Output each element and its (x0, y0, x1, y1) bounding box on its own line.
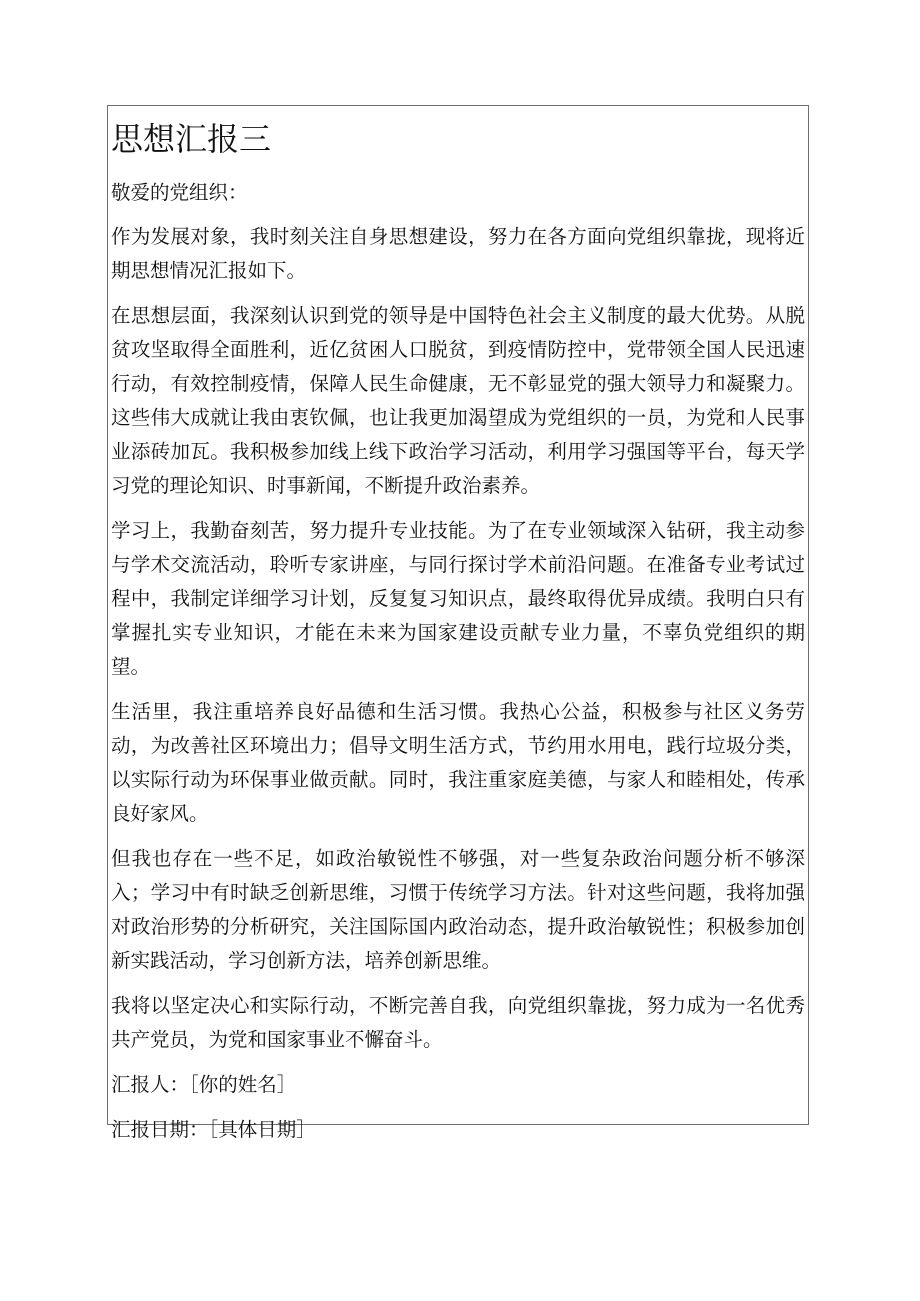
reporter-line: 汇报人：［你的姓名］ (111, 1073, 297, 1096)
paragraph-shortcomings: 但我也存在一些不足，如政治敏锐性不够强，对一些复杂政治问题分析不够深入；学习中有时缺乏创新思维，习惯于传统学习方法。针对这些问题，我将加强对政治形势的分析研究，关注国际国内政治动态，提升政治敏锐性；积极参加创新实践活动，学习创新方法，培养创新思维。 (111, 847, 805, 972)
document-frame (107, 105, 809, 1141)
document-title: 思想汇报三 (111, 120, 272, 158)
salutation: 敬爱的党组织： (111, 181, 248, 204)
paragraph-intro: 作为发展对象，我时刻关注自身思想建设，努力在各方面向党组织靠拢，现将近期思想情况汇报如下。 (111, 225, 805, 282)
report-date-line: 汇报日期：［具体日期］ (111, 1118, 316, 1141)
paragraph-study: 学习上，我勤奋刻苦，努力提升专业技能。为了在专业领域深入钻研，我主动参与学术交流活动，聆听专家讲座，与同行探讨学术前沿问题。在准备专业考试过程中，我制定详细学习计划，反复复习知识点，最终取得优异成绩。我明白只有掌握扎实专业知识，才能在未来为国家建设贡献专业力量，不辜负党组织的期望。 (111, 519, 805, 678)
paragraph-conclusion: 我将以坚定决心和实际行动，不断完善自我，向党组织靠拢，努力成为一名优秀共产党员，为党和国家事业不懈奋斗。 (111, 994, 805, 1051)
paragraph-ideology: 在思想层面，我深刻认识到党的领导是中国特色社会主义制度的最大优势。从脱贫攻坚取得全面胜利，近亿贫困人口脱贫，到疫情防控中，党带领全国人民迅速行动，有效控制疫情，保障人民生命健康，无不彰显党的强大领导力和凝聚力。这些伟大成就让我由衷钦佩，也让我更加渴望成为党组织的一员，为党和人民事业添砖加瓦。我积极参加线上线下政治学习活动，利用学习强国等平台，每天学习党的理论知识、时事新闻，不断提升政治素养。 (111, 304, 805, 497)
paragraph-life: 生活里，我注重培养良好品德和生活习惯。我热心公益，积极参与社区义务劳动，为改善社区环境出力；倡导文明生活方式，节约用水用电，践行垃圾分类，以实际行动为环保事业做贡献。同时，我注重家庭美德，与家人和睦相处，传承良好家风。 (111, 700, 805, 825)
